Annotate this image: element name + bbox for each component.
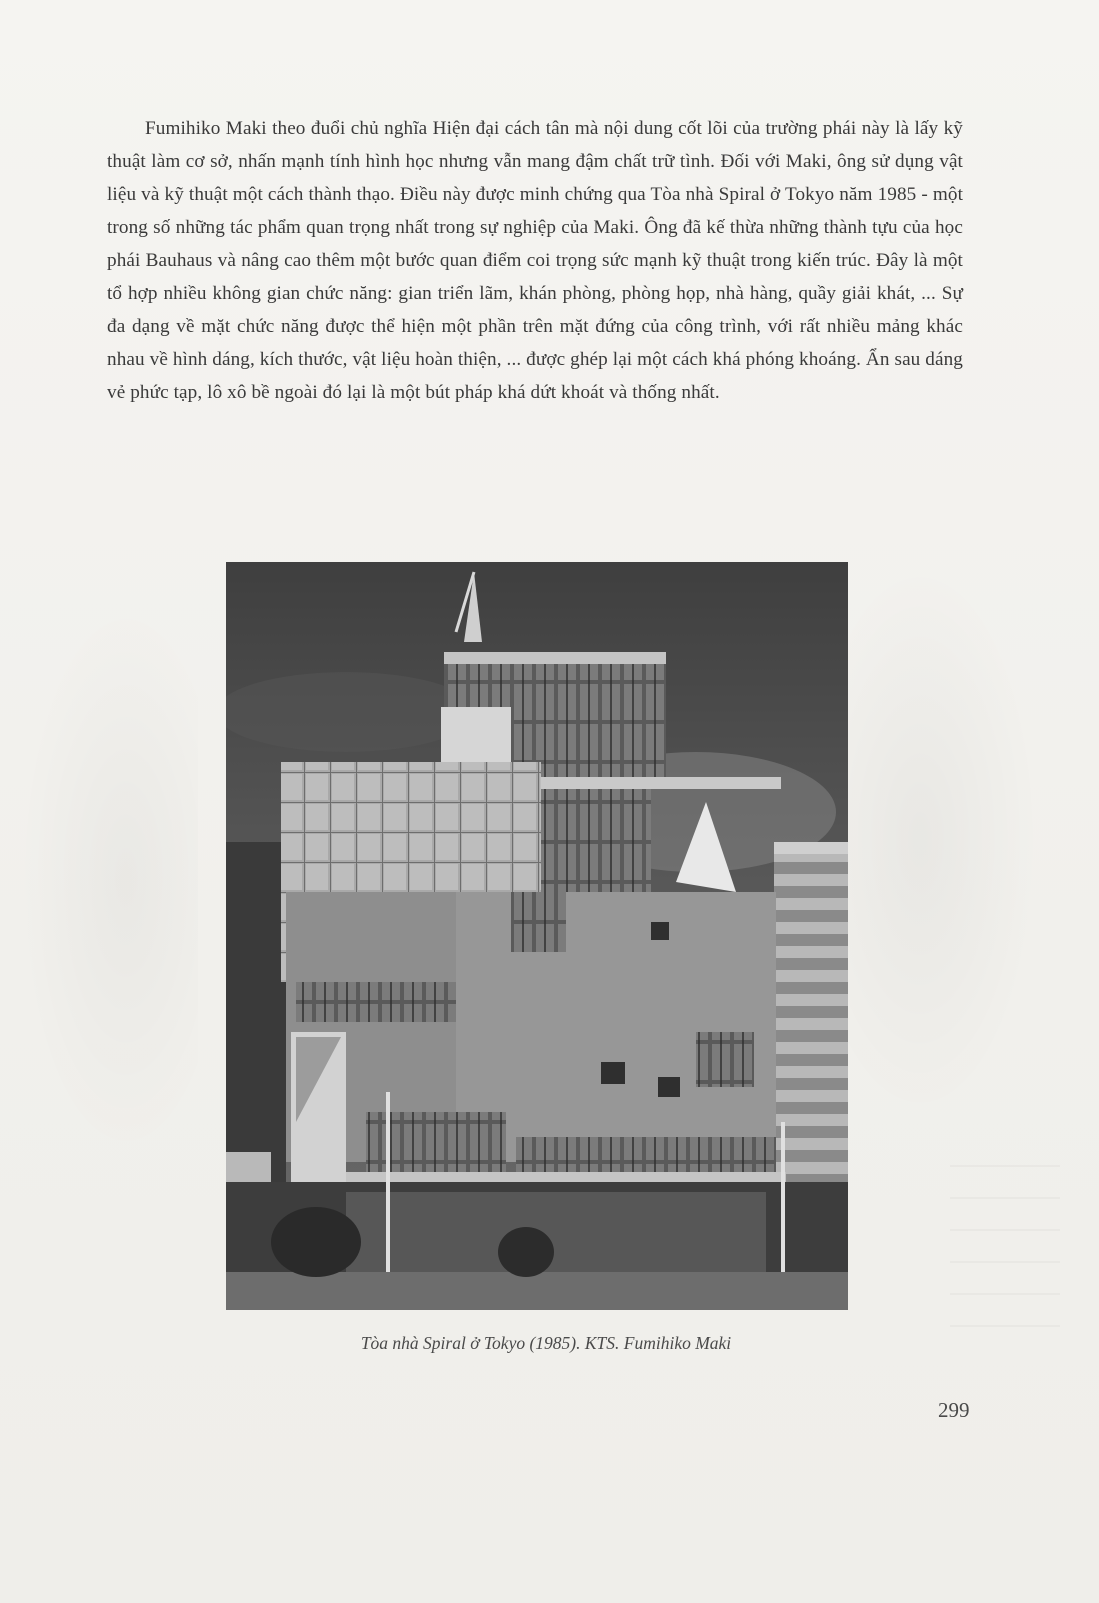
bleed-through-shadow-right [840,560,1040,1120]
body-paragraph: Fumihiko Maki theo đuổi chủ nghĩa Hiện đại cách tân mà nội dung cốt lõi của trường phái này là lấy kỹ thuật làm cơ sở, nhấn mạnh tính hình học nhưng vẫn mang đậm chất trữ tình. Đối với Maki, ông sử dụng vật liệu và kỹ thuật một cách thành thạo. Điều này được minh chứng qua Tòa nhà Spiral ở Tokyo năm 1985 - một trong số những tác phẩm quan trọng nhất trong sự nghiệp của Maki. Ông đã kế thừa những thành tựu của học phái Bauhaus và nâng cao thêm một bước quan điểm coi trọng sức mạnh kỹ thuật trong kiến trúc. Đây là một tổ hợp nhiều không gian chức năng: gian triển lãm, khán phòng, phòng họp, nhà hàng, quầy giải khát, ... Sự đa dạng về mặt chức năng được thể hiện một phần trên mặt đứng của công trình, với rất nhiều mảng khác nhau về hình dáng, kích thước, vật liệu hoàn thiện, ... được ghép lại một cách khá phóng khoáng. Ẩn sau dáng vẻ phức tạp, lô xô bề ngoài đó lại là một bút pháp khá dứt khoát và thống nhất. [107,118,963,403]
page-number: 299 [938,1398,970,1422]
bleed-through-shadow-left [18,600,198,1160]
bleed-through-lines [950,1165,1060,1345]
figure-caption: Tòa nhà Spiral ở Tokyo (1985). KTS. Fumihiko Maki [360,1333,732,1353]
building-photo [226,562,848,1310]
